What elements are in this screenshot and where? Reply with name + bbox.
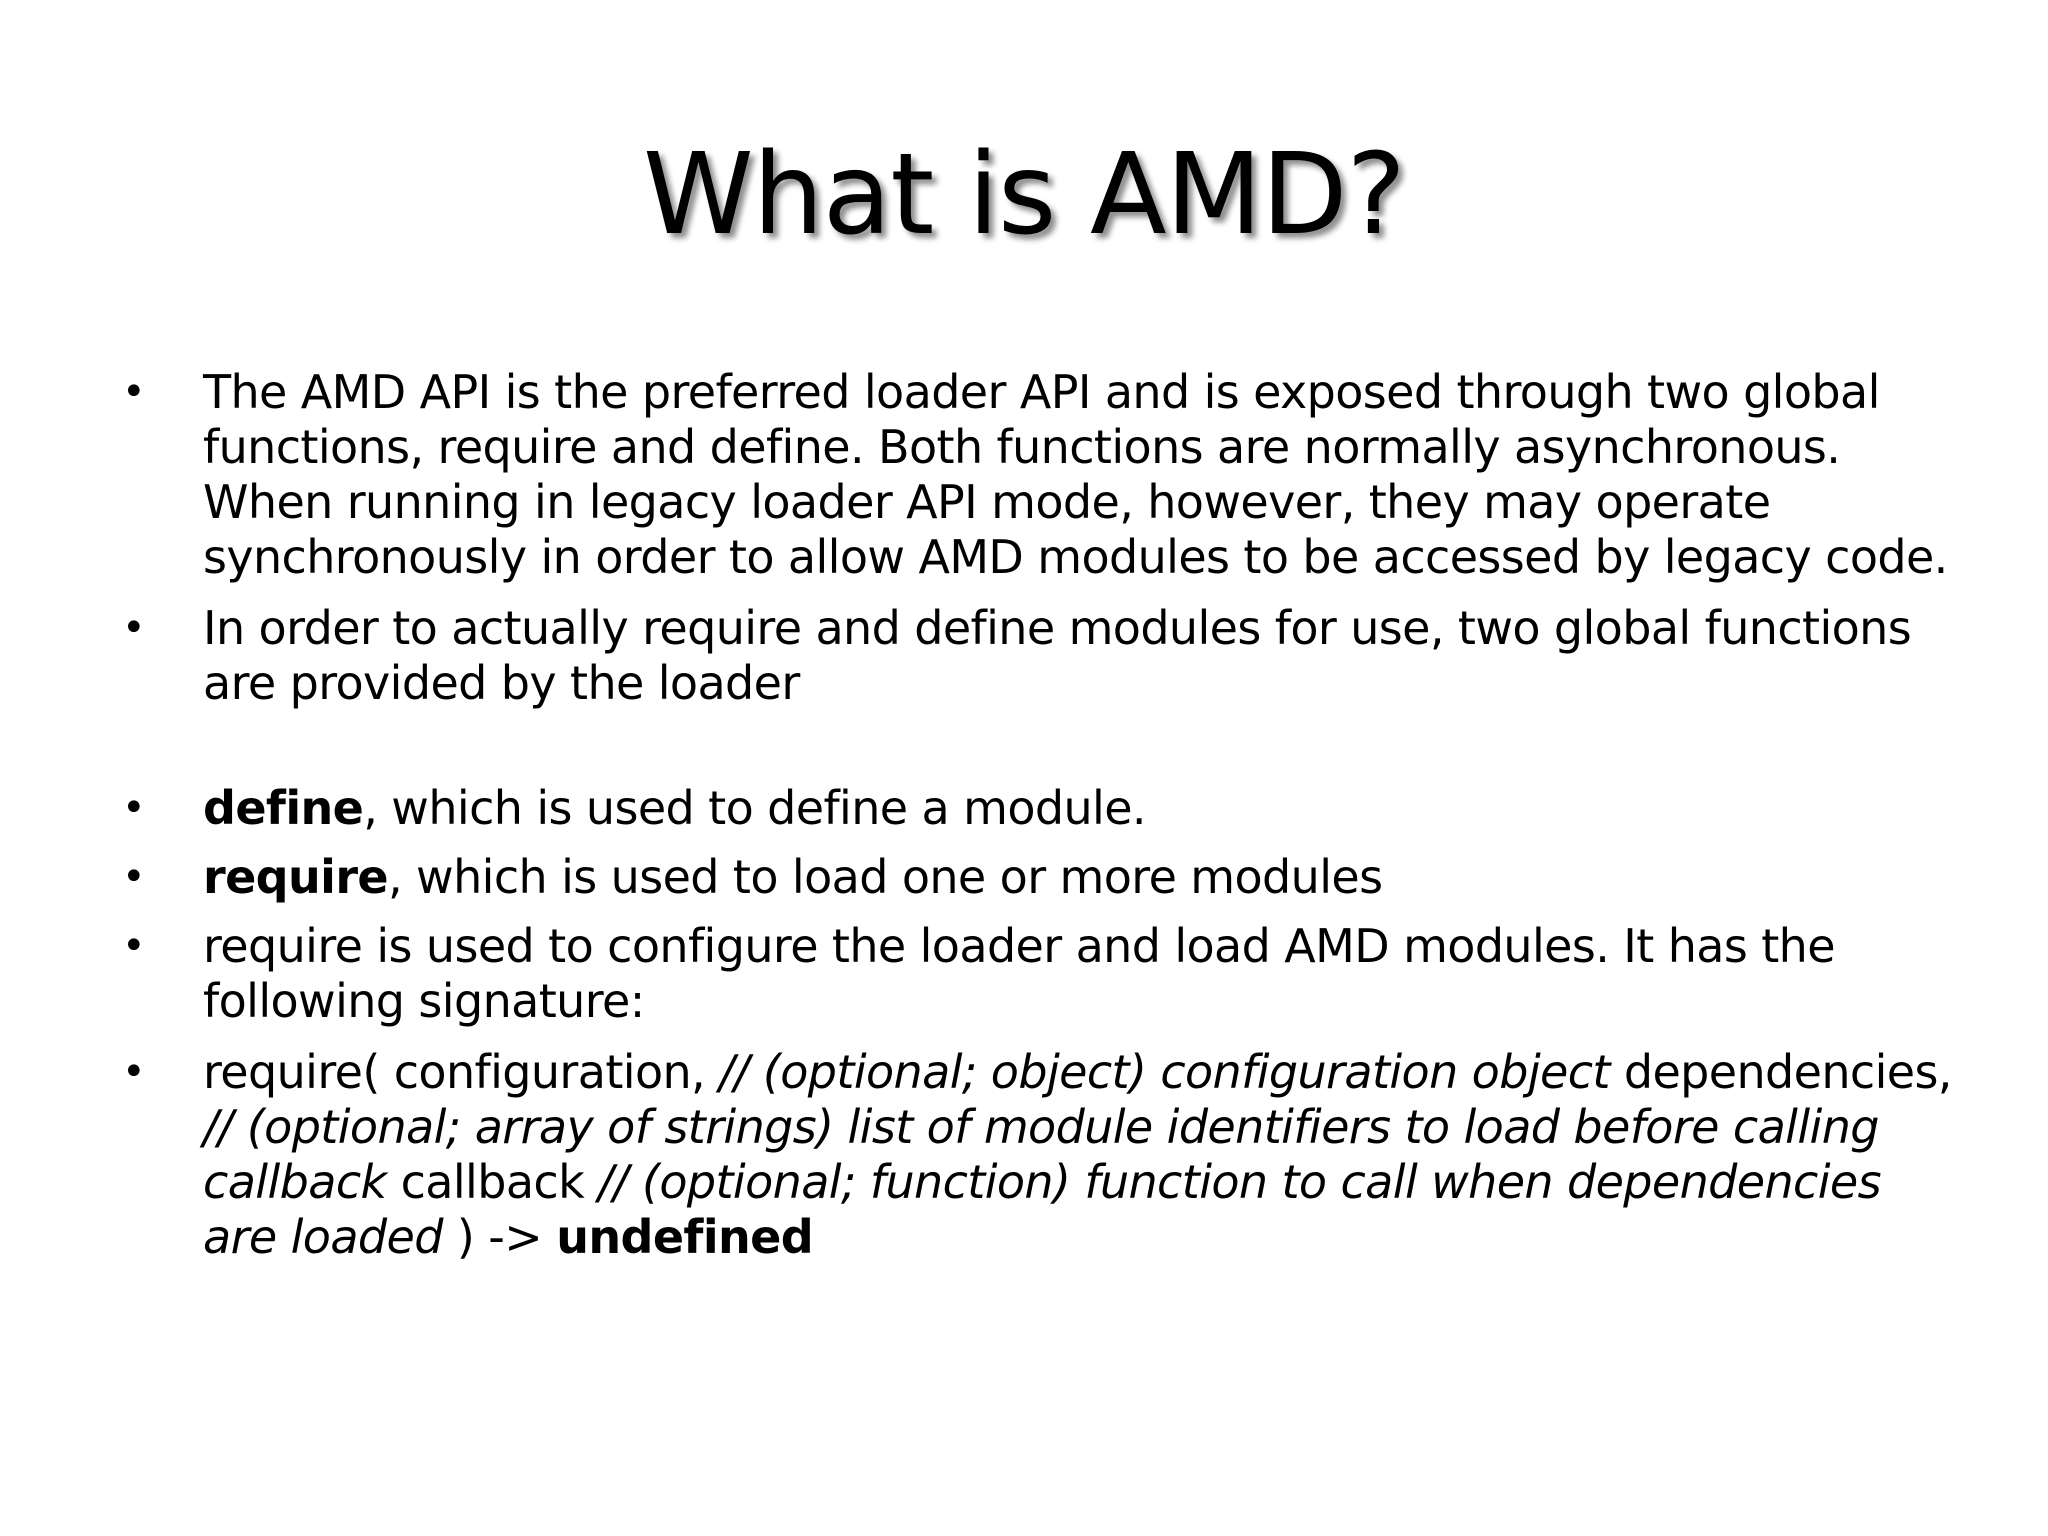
bullet-item-amd-api — [120, 365, 1960, 585]
bullet-text: , which is used to define a module. — [363, 781, 1146, 835]
bullet-dot-icon: • — [122, 1049, 145, 1095]
signature-comment: // (optional; object) configuration object — [719, 1045, 1610, 1099]
bullet-dot-icon: • — [122, 369, 145, 415]
bullet-item-require — [120, 850, 1960, 905]
signature-text: dependencies, — [1609, 1045, 1952, 1099]
signature-text: ) -> — [442, 1210, 557, 1264]
bullet-list — [120, 365, 1960, 1281]
bullet-dot-icon: • — [122, 923, 145, 969]
bullet-item-require-usage — [120, 919, 1960, 1029]
bullet-dot-icon: • — [122, 854, 145, 900]
bullet-text: The AMD API is the preferred loader API and is exposed through two global functions, require and define. Both functions are normally asynchronous. When running in legacy loader API mode, however, they may operate synchronously in order to allow AMD modules to be accessed by legacy code. — [203, 365, 1948, 584]
signature-comment: // (optional; array of strings) list of module identifiers to load before calling callback — [203, 1100, 1879, 1209]
bullet-text: In order to actually require and define modules for use, two global functions are provided by the loader — [203, 601, 1912, 710]
signature-text: require( configuration, — [203, 1045, 720, 1099]
bullet-dot-icon: • — [122, 605, 145, 651]
slide-title: What is AMD? — [643, 130, 1405, 260]
signature-comment: // (optional; function) function to call when dependencies are loaded — [203, 1155, 1881, 1264]
bullet-dot-icon: • — [122, 785, 145, 831]
bullet-text: require is used to configure the loader and load AMD modules. It has the following signature: — [203, 919, 1835, 1028]
keyword-require: require — [203, 850, 389, 904]
bullet-item-define — [120, 781, 1960, 836]
keyword-define: define — [203, 781, 364, 835]
signature-text: callback — [386, 1155, 599, 1209]
bullet-item-global-functions — [120, 601, 1960, 711]
bullet-text: , which is used to load one or more modules — [388, 850, 1383, 904]
bullet-item-require-signature — [120, 1045, 1960, 1265]
return-type: undefined — [556, 1210, 814, 1264]
